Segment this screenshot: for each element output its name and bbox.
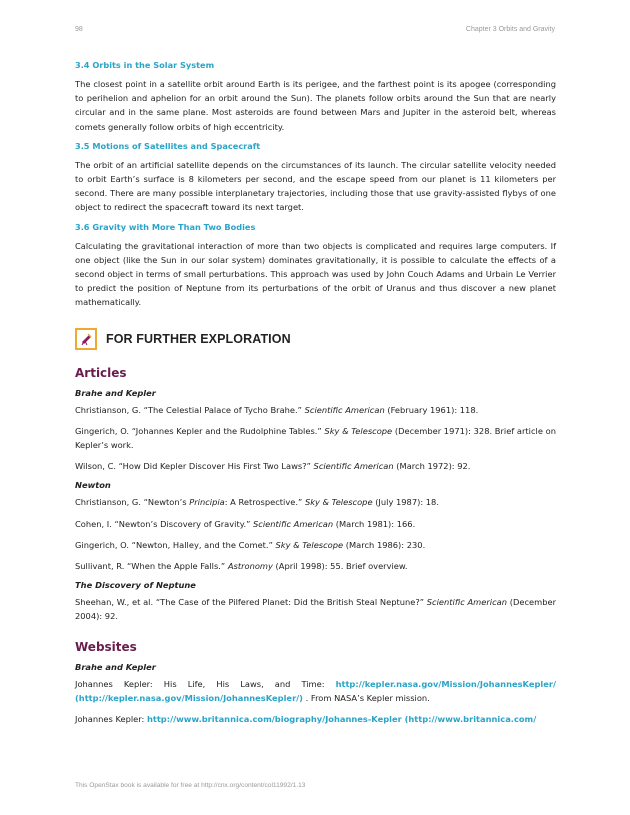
telescope-icon	[75, 328, 97, 350]
website-ref: Johannes Kepler: His Life, His Laws, and Time: http://kepler.nasa.gov/Mission/JohannesKepler/ (http://kepler.nasa.gov/Mission/JohannesKepler/) . From NASA’s Kepler mission.	[75, 678, 556, 703]
article-ref: Christianson, G. “The Celestial Palace of Tycho Brahe.” Scientific American (February 1961): 118.	[75, 404, 479, 415]
subheading-newton: Newton	[75, 480, 111, 491]
article-ref: Christianson, G. “Newton’s Principia: A Retrospective.” Sky & Telescope (July 1987): 18.	[75, 497, 439, 508]
section-heading-3-6: 3.6 Gravity with More Than Two Bodies	[75, 221, 256, 232]
section-text-3-4: The closest point in a satellite orbit around Earth is its perigee, and the farthest point is its apogee (corresponding to perihelion and aphelion for an orbit around the Sun). The planets follow orbits around the Sun that are nearly circular and in the same plane. Most asteroids are found between Mars and Jupiter in the asteroid belt, whereas comets generally follow orbits of high eccentricity.	[75, 79, 556, 132]
article-ref: Gingerich, O. “Johannes Kepler and the Rudolphine Tables.” Sky & Telescope (December 1971): 328. Brief article on Kepler’s work.	[75, 425, 556, 451]
further-exploration-title: FOR FURTHER EXPLORATION	[106, 331, 291, 346]
page-number: 98	[75, 26, 83, 33]
article-ref: Gingerich, O. “Newton, Halley, and the Comet.” Sky & Telescope (March 1986): 230.	[75, 539, 426, 550]
subheading-neptune: The Discovery of Neptune	[75, 580, 196, 591]
article-ref: Cohen, I. “Newton’s Discovery of Gravity.” Scientific American (March 1981): 166.	[75, 518, 416, 529]
article-ref: Wilson, C. “How Did Kepler Discover His First Two Laws?” Scientific American (March 1972): 92.	[75, 461, 471, 472]
kepler-nasa-link[interactable]: http://kepler.nasa.gov/Mission/JohannesKepler/ (http://kepler.nasa.gov/Mission/JohannesKepler/)	[75, 678, 556, 703]
section-heading-3-4: 3.4 Orbits in the Solar System	[75, 60, 215, 70]
footer-text: This OpenStax book is available for free at http://cnx.org/content/col11992/1.13	[75, 782, 306, 789]
websites-heading: Websites	[75, 639, 137, 654]
chapter-title: Chapter 3 Orbits and Gravity	[465, 26, 555, 33]
subheading-brahe-kepler: Brahe and Kepler	[75, 387, 156, 398]
britannica-link[interactable]: http://www.britannica.com/biography/Johannes-Kepler (http://www.britannica.com/	[146, 714, 537, 725]
website-ref: Johannes Kepler: http://www.britannica.com/biography/Johannes-Kepler (http://www.britannica.com/	[75, 714, 537, 725]
articles-heading: Articles	[75, 365, 127, 380]
subheading-websites-brahe-kepler: Brahe and Kepler	[75, 661, 156, 672]
section-text-3-5: The orbit of an artificial satellite depends on the circumstances of its launch. The circular satellite velocity needed to orbit Earth’s surface is 8 kilometers per second, and the escape speed from our planet is 11 kilometers per second. There are many possible interplanetary trajectories, including those that use gravity-assisted flybys of one object to redirect the spacecraft toward its next target.	[75, 159, 556, 213]
article-ref: Sheehan, W., et al. “The Case of the Pilfered Planet: Did the British Steal Neptune?” Scientific American (December 2004): 92.	[75, 597, 556, 622]
page-content	[75, 58, 556, 733]
section-heading-3-5: 3.5 Motions of Satellites and Spacecraft	[75, 140, 261, 151]
further-exploration-header	[75, 328, 556, 350]
section-text-3-6: Calculating the gravitational interaction of more than two objects is complicated and requires large computers. If one object (like the Sun in our solar system) dominates gravitationally, it is possible to calculate the effects of a second object in terms of small perturbations. This approach was used by John Couch Adams and Urbain Le Verrier to predict the position of Neptune from its perturbations of the orbit of Uranus and thus discover a new planet mathematically.	[75, 240, 556, 308]
article-ref: Sullivant, R. “When the Apple Falls.” Astronomy (April 1998): 55. Brief overview.	[75, 561, 408, 572]
